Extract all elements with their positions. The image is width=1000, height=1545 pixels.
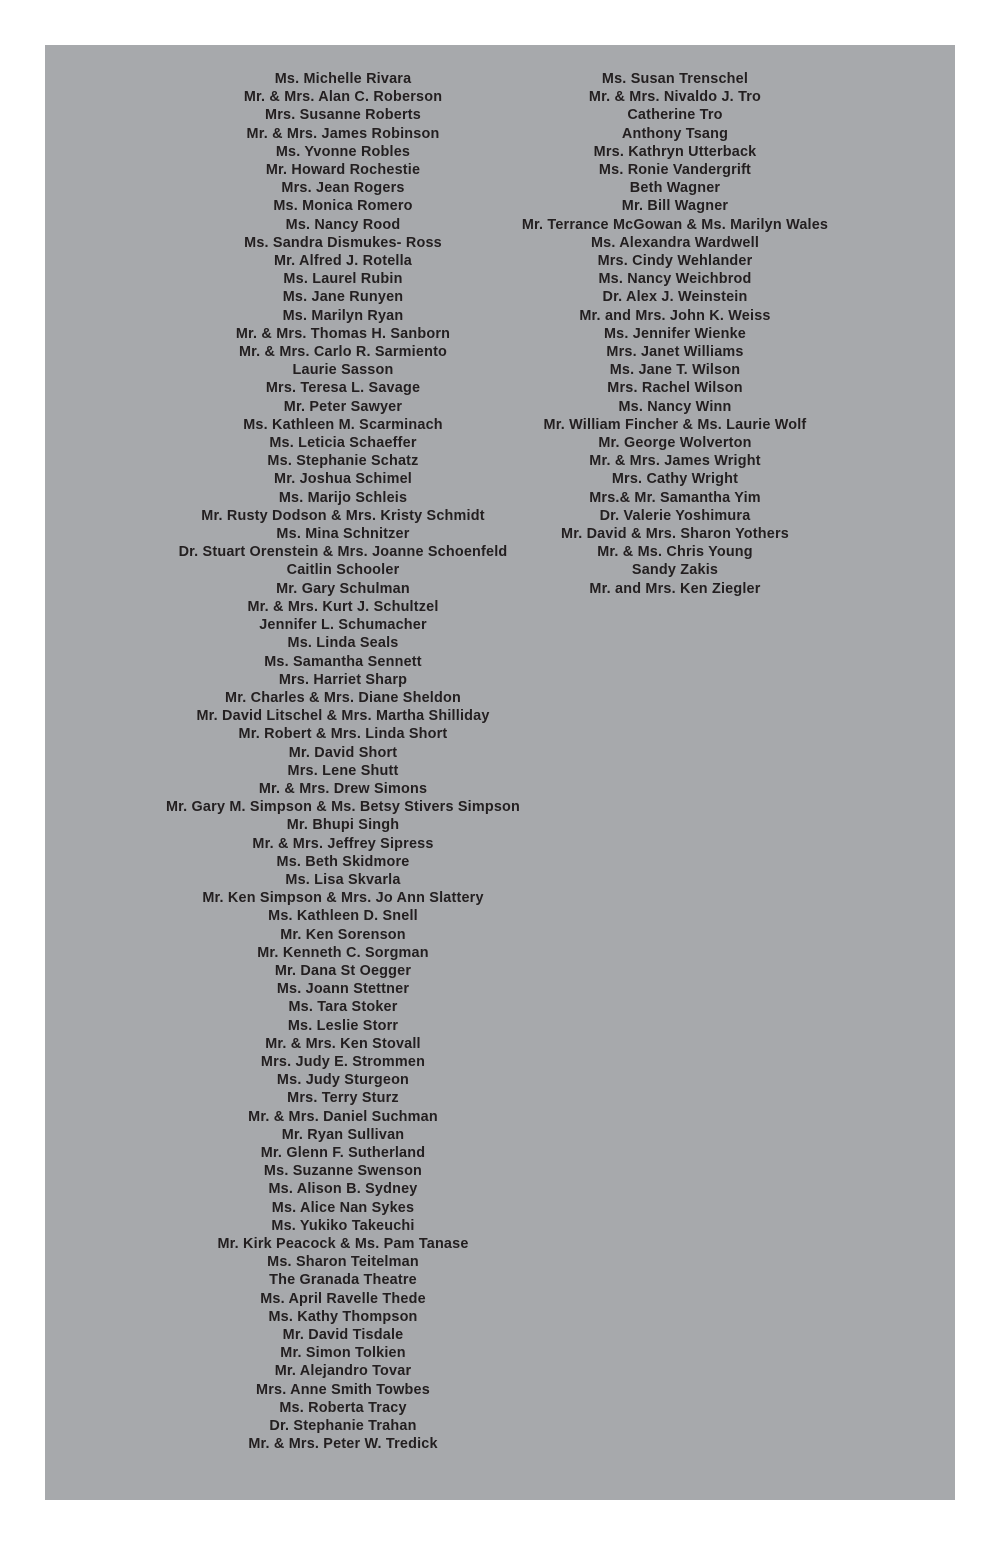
donor-name: Mr. & Mrs. Jeffrey Sipress bbox=[252, 835, 434, 852]
donor-name: Mr. & Mrs. James Robinson bbox=[246, 125, 440, 142]
donor-name: Ms. Alexandra Wardwell bbox=[590, 234, 760, 251]
donor-name: Ms. Laurel Rubin bbox=[283, 271, 403, 288]
donor-name: Ms. Nancy Weichbrod bbox=[598, 271, 752, 288]
donor-name: Mr. Ken Sorenson bbox=[280, 926, 406, 943]
donor-name: Mr. & Mrs. Peter W. Tredick bbox=[248, 1436, 438, 1453]
donor-name: Ms. Yukiko Takeuchi bbox=[271, 1217, 415, 1234]
donor-name: Mrs. Cindy Wehlander bbox=[597, 253, 753, 270]
donor-name: Ms. Joann Stettner bbox=[276, 981, 410, 998]
donor-list-panel bbox=[45, 45, 955, 1500]
donor-name: Mr. Kirk Peacock & Ms. Pam Tanase bbox=[217, 1236, 469, 1252]
donor-name: Mr. & Mrs. Carlo R. Sarmiento bbox=[238, 344, 448, 361]
donor-name: Ms. Roberta Tracy bbox=[279, 1399, 407, 1416]
donor-name: Mr. Ken Simpson & Mrs. Jo Ann Slattery bbox=[202, 890, 484, 907]
donor-name: Ms. Alison B. Sydney bbox=[268, 1181, 418, 1198]
donor-name: Ms. Michelle Rivara bbox=[274, 71, 412, 87]
donor-name: Mr. George Wolverton bbox=[598, 435, 752, 452]
donor-name: Ms. Leticia Schaeffer bbox=[269, 435, 417, 452]
donor-name: Ms. Kathy Thompson bbox=[268, 1308, 418, 1325]
donor-name: Sandy Zakis bbox=[631, 562, 719, 579]
donor-name: Mr. Gary Schulman bbox=[276, 580, 410, 597]
donor-name: Ms. Tara Stoker bbox=[288, 999, 398, 1016]
donor-name: Mr. Robert & Mrs. Linda Short bbox=[238, 726, 448, 743]
donor-name: Mr. Charles & Mrs. Diane Sheldon bbox=[225, 689, 461, 706]
donor-name: The Granada Theatre bbox=[269, 1272, 417, 1289]
donor-name: Dr. Stephanie Trahan bbox=[269, 1418, 417, 1435]
donor-name: Mr. Rusty Dodson & Mrs. Kristy Schmidt bbox=[201, 507, 485, 524]
donor-name: Ms. Sharon Teitelman bbox=[267, 1254, 419, 1271]
donor-name: Mrs. Kathryn Utterback bbox=[593, 143, 757, 160]
donor-list-right-column bbox=[475, 70, 875, 598]
donor-name: Dr. Stuart Orenstein & Mrs. Joanne Schoenfeld bbox=[178, 544, 508, 561]
donor-name: Mr. Dana St Oegger bbox=[274, 962, 412, 979]
donor-name: Ms. Monica Romero bbox=[273, 198, 413, 215]
donor-name: Ms. Nancy Winn bbox=[618, 398, 732, 415]
donor-name: Mr. Peter Sawyer bbox=[283, 398, 403, 415]
donor-name: Ms. Ronie Vandergrift bbox=[598, 162, 752, 179]
donor-name: Mr. Ryan Sullivan bbox=[281, 1126, 405, 1143]
donor-name: Ms. Alice Nan Sykes bbox=[271, 1199, 415, 1216]
donor-name: Ms. Stephanie Schatz bbox=[267, 453, 419, 470]
donor-name: Mrs. Terry Sturz bbox=[287, 1090, 399, 1107]
donor-name: Ms. Sandra Dismukes- Ross bbox=[244, 234, 442, 251]
donor-name: Mr. Bill Wagner bbox=[621, 198, 729, 215]
donor-name: Mrs. Susanne Roberts bbox=[265, 107, 421, 124]
donor-name: Mr. Kenneth C. Sorgman bbox=[257, 944, 429, 961]
donor-name: Mr. & Mrs. Daniel Suchman bbox=[248, 1108, 438, 1125]
donor-name: Caitlin Schooler bbox=[286, 562, 400, 579]
donor-name: Mr. David Litschel & Mrs. Martha Shilliday bbox=[196, 708, 490, 725]
donor-name: Mr. & Mrs. Drew Simons bbox=[258, 780, 428, 797]
donor-name: Mr. & Ms. Chris Young bbox=[597, 544, 753, 561]
donor-name: Ms. Beth Skidmore bbox=[276, 853, 410, 870]
donor-name: Ms. Mina Schnitzer bbox=[276, 526, 410, 543]
donor-name: Mr. Terrance McGowan & Ms. Marilyn Wales bbox=[521, 216, 829, 233]
donor-name: Mrs. Anne Smith Towbes bbox=[256, 1381, 430, 1398]
donor-name: Mr. Howard Rochestie bbox=[265, 162, 421, 179]
donor-name: Laurie Sasson bbox=[292, 362, 394, 379]
donor-name: Anthony Tsang bbox=[621, 125, 729, 142]
donor-name: Mr. and Mrs. Ken Ziegler bbox=[589, 580, 761, 597]
donor-name: Ms. Samantha Sennett bbox=[264, 653, 422, 670]
donor-name: Mr. David Short bbox=[288, 744, 398, 761]
donor-name: Ms. Marilyn Ryan bbox=[282, 307, 404, 324]
donor-name: Mrs. Rachel Wilson bbox=[607, 380, 743, 397]
donor-name: Jennifer L. Schumacher bbox=[259, 617, 427, 634]
donor-name: Mr. Simon Tolkien bbox=[280, 1345, 406, 1362]
donor-name: Mr. Joshua Schimel bbox=[274, 471, 412, 488]
donor-name: Mr. & Mrs. Thomas H. Sanborn bbox=[235, 325, 451, 342]
donor-name: Ms. Jane T. Wilson bbox=[609, 362, 741, 379]
donor-name: Mr. Bhupi Singh bbox=[286, 817, 400, 834]
donor-name: Mrs. Judy E. Strommen bbox=[260, 1053, 426, 1070]
donor-name: Mrs.& Mr. Samantha Yim bbox=[589, 489, 761, 506]
donor-name: Mrs. Janet Williams bbox=[606, 344, 744, 361]
donor-name: Ms. Lisa Skvarla bbox=[285, 871, 401, 888]
donor-name: Mr. Gary M. Simpson & Ms. Betsy Stivers Simpson bbox=[165, 799, 521, 816]
donor-name: Mr. William Fincher & Ms. Laurie Wolf bbox=[543, 416, 807, 433]
donor-name: Ms. Marijo Schleis bbox=[278, 489, 408, 506]
donor-name: Mr. Alfred J. Rotella bbox=[273, 253, 412, 270]
donor-name: Mrs. Teresa L. Savage bbox=[265, 380, 421, 397]
donor-name: Ms. Jennifer Wienke bbox=[603, 325, 747, 342]
donor-name: Mr. David & Mrs. Sharon Yothers bbox=[561, 526, 789, 543]
donor-name: Mr. & Mrs. James Wright bbox=[589, 453, 761, 470]
donor-name: Mrs. Jean Rogers bbox=[281, 180, 405, 197]
donor-name: Ms. Kathleen M. Scarminach bbox=[243, 416, 443, 433]
donor-name: Mr. David Tisdale bbox=[282, 1327, 404, 1344]
donor-name: Mr. & Mrs. Ken Stovall bbox=[265, 1035, 421, 1052]
donor-name: Mrs. Cathy Wright bbox=[611, 471, 739, 488]
donor-name: Ms. Kathleen D. Snell bbox=[268, 908, 418, 925]
donor-name: Dr. Valerie Yoshimura bbox=[599, 507, 751, 524]
donor-name: Ms. Linda Seals bbox=[287, 635, 399, 652]
donor-name: Ms. Susan Trenschel bbox=[601, 71, 749, 87]
donor-name: Ms. Yvonne Robles bbox=[275, 143, 411, 160]
donor-name: Ms. Leslie Storr bbox=[287, 1017, 399, 1034]
donor-name: Mr. and Mrs. John K. Weiss bbox=[579, 307, 771, 324]
donor-name: Ms. Jane Runyen bbox=[282, 289, 404, 306]
donor-name: Ms. Suzanne Swenson bbox=[263, 1163, 423, 1180]
donor-name: Mr. & Mrs. Alan C. Roberson bbox=[243, 89, 443, 106]
donor-name: Mr. & Mrs. Nivaldo J. Tro bbox=[588, 89, 762, 106]
donor-name: Ms. Nancy Rood bbox=[285, 216, 401, 233]
donor-name: Mr. & Mrs. Kurt J. Schultzel bbox=[247, 598, 439, 615]
donor-name: Beth Wagner bbox=[629, 180, 721, 197]
donor-name: Mrs. Lene Shutt bbox=[287, 762, 399, 779]
donor-name: Mr. Alejandro Tovar bbox=[274, 1363, 412, 1380]
donor-name: Ms. Judy Sturgeon bbox=[276, 1072, 410, 1089]
donor-name: Ms. April Ravelle Thede bbox=[260, 1290, 426, 1307]
donor-name: Catherine Tro bbox=[627, 107, 723, 124]
donor-name: Mr. Glenn F. Sutherland bbox=[260, 1144, 426, 1161]
donor-name: Dr. Alex J. Weinstein bbox=[602, 289, 748, 306]
donor-name: Mrs. Harriet Sharp bbox=[278, 671, 408, 688]
